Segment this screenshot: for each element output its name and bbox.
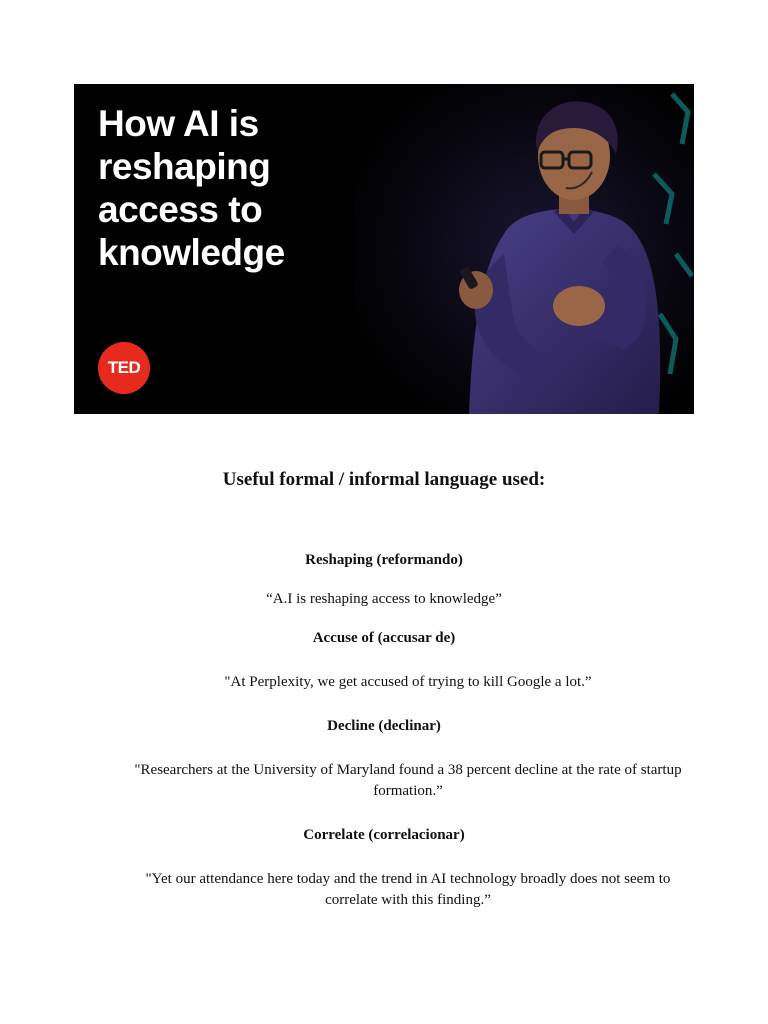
term-decline: Decline (declinar): [327, 718, 441, 734]
term-accuse-of: Accuse of (accusar de): [312, 630, 456, 646]
quote-correlate: "Yet our attendance here today and the trend in AI technology broadly does not seem to correlate with this finding.”: [145, 871, 671, 908]
speaker-photo: [354, 84, 694, 414]
term-correlate: Correlate (correlacionar): [303, 827, 465, 843]
vocabulary-heading: Useful formal / informal language used:: [222, 469, 546, 490]
term-reshaping: Reshaping (reformando): [305, 552, 463, 568]
talk-banner-image: [74, 84, 694, 414]
quote-decline: "Researchers at the University of Maryland found a 38 percent decline at the rate of startup formation.”: [134, 762, 682, 799]
ted-logo: TED: [98, 342, 150, 394]
banner-title: How AI is reshaping access to knowledge: [98, 103, 285, 273]
quote-accuse-of: "At Perplexity, we get accused of trying to kill Google a lot.”: [224, 674, 592, 690]
quote-reshaping: “A.I is reshaping access to knowledge”: [266, 591, 502, 607]
